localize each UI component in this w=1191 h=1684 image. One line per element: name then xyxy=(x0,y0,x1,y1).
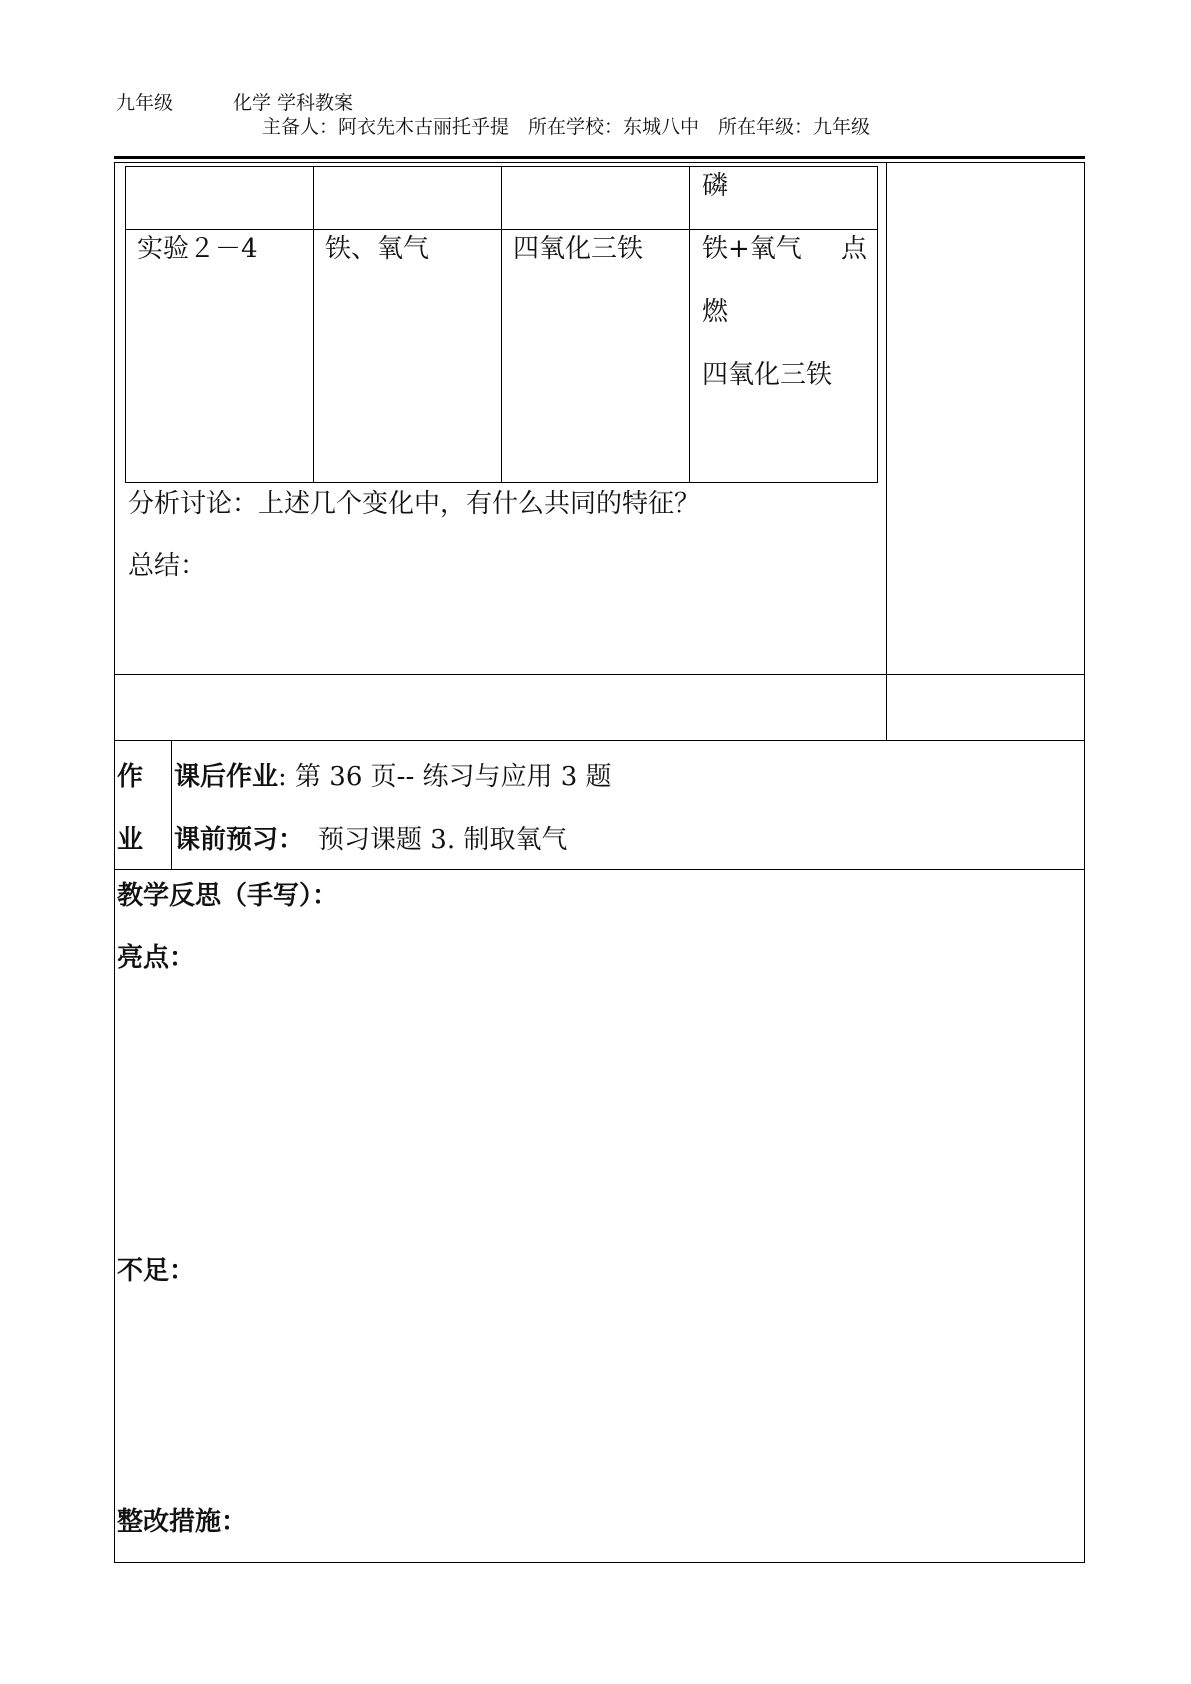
preview-label: 课前预习： xyxy=(174,825,305,855)
reactants-cell: 铁、氧气 xyxy=(325,234,430,264)
outer-left-border xyxy=(114,162,115,1563)
homework-label-divider xyxy=(171,740,172,870)
rule-after-homework xyxy=(114,869,1085,870)
preview-homework xyxy=(174,827,567,853)
product-cell: 四氧化三铁 xyxy=(513,234,644,264)
rule-after-discussion xyxy=(114,674,1085,675)
highlights-label: 亮点： xyxy=(117,943,196,973)
reflection-title: 教学反思（手写）： xyxy=(117,881,339,911)
after-class-homework xyxy=(174,764,612,790)
header-rule-thin xyxy=(114,162,1085,163)
header-rule-thick xyxy=(114,156,1085,159)
expression-condition-dian: 点 xyxy=(841,234,868,264)
header-subject: 化学 学科教案 xyxy=(233,92,354,114)
header-grade: 九年级 xyxy=(116,92,174,114)
after-class-label: 课后作业 xyxy=(174,762,279,792)
summary-label: 总结： xyxy=(128,551,207,581)
improvements-label: 整改措施： xyxy=(117,1507,248,1537)
notes-column-divider xyxy=(886,162,887,741)
after-class-text: : 第 36 页-- 练习与应用 3 题 xyxy=(278,762,612,792)
rule-before-homework xyxy=(114,740,1085,741)
homework-label-char1: 作 xyxy=(117,762,144,792)
expression-condition-ran: 燃 xyxy=(702,297,729,327)
shortcomings-label: 不足： xyxy=(117,1256,196,1286)
homework-label-char2: 业 xyxy=(117,825,144,855)
header-preparer: 主备人：阿衣先木古丽托乎提 所在学校：东城八中 所在年级：九年级 xyxy=(262,116,871,138)
outer-bottom-border xyxy=(114,1562,1085,1563)
experiment-name-cell: 实验２－4 xyxy=(137,234,258,264)
discussion-question: 分析讨论：上述几个变化中，有什么共同的特征？ xyxy=(128,489,701,519)
outer-right-border xyxy=(1084,162,1085,1563)
expression-product: 四氧化三铁 xyxy=(702,360,833,390)
prev-row-expression-cell: 磷 xyxy=(702,171,729,201)
preview-text: 预习课题 3. 制取氧气 xyxy=(318,825,568,855)
expression-reactants: 铁+氧气 xyxy=(702,234,802,264)
